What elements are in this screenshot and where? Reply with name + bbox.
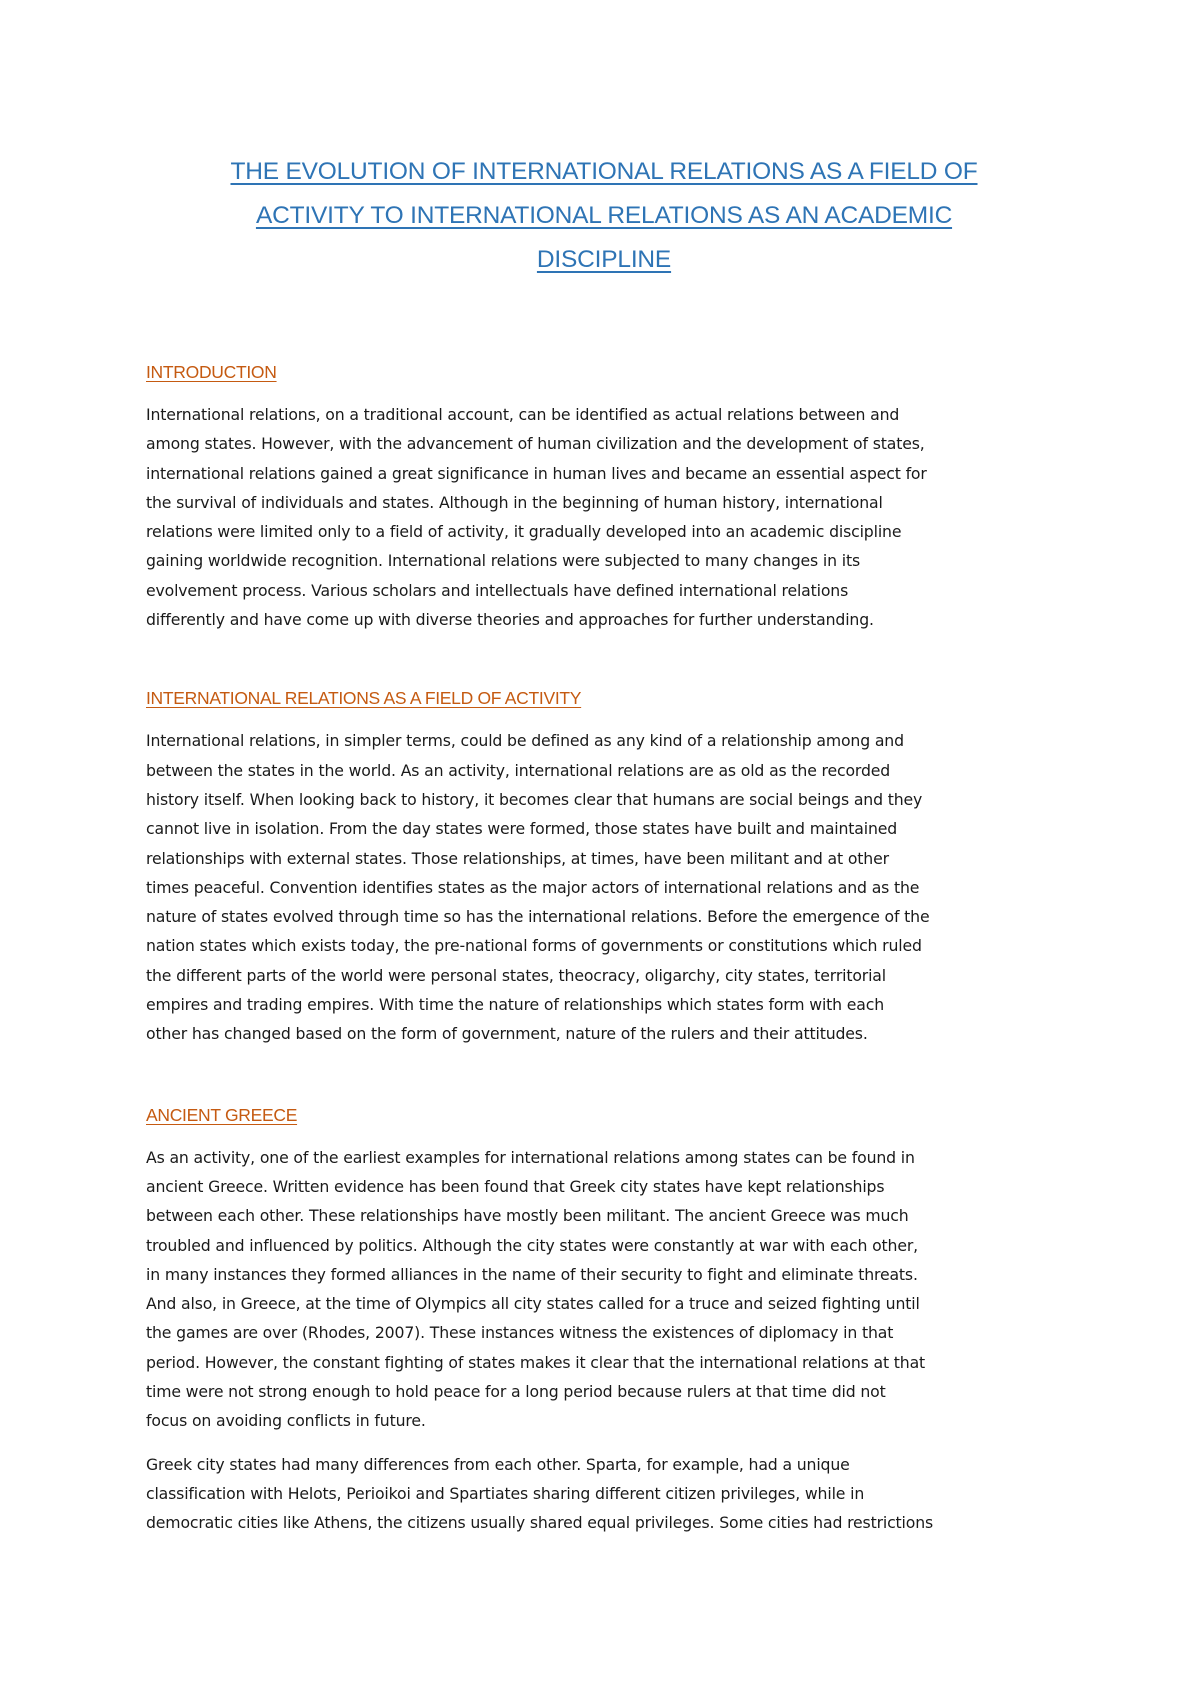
section-ancient-greece [146, 1103, 1062, 1538]
document-title: THE EVOLUTION OF INTERNATIONAL RELATIONS AS A FIELD OF ACTIVITY TO INTERNATIONAL RELATIONS AS AN ACADEMIC DISCIPLINE [230, 158, 978, 273]
paragraph: As an activity, one of the earliest examples for international relations among states can be found in ancient Greece. Written evidence has been found that Greek city states have kept relationships between each other. These relationships have mostly been militant. The ancient Greece was much troubled and influenced by politics. Although the city states were constantly at war with each other, in many instances they formed alliances in the name of their security to fight and eliminate threats. And also, in Greece, at the time of Olympics all city states called for a truce and seized fighting until the games are over (Rhodes, 2007). These instances witness the existences of diplomacy in that period. However, the constant fighting of states makes it clear that the international relations at that time were not strong enough to hold peace for a long period because rulers at that time did not focus on avoiding conflicts in future. [146, 1147, 926, 1431]
paragraph: International relations, in simpler terms, could be defined as any kind of a relationship among and between the states in the world. As an activity, international relations are as old as the recorded history itself. When looking back to history, it becomes clear that humans are social beings and they cannot live in isolation. From the day states were formed, those states have built and maintained relationships with external states. Those relationships, at times, have been militant and at other times peaceful. Convention identifies states as the major actors of international relations and as the nature of states evolved through time so has the international relations. Before the emergence of the nation states which exists today, the pre-national forms of governments or constitutions which ruled the different parts of the world were personal states, theocracy, oligarchy, city states, territorial empires and trading empires. With time the nature of relationships which states form with each other has changed based on the form of government, nature of the rulers and their attitudes. [146, 731, 930, 1044]
section-heading: ANCIENT GREECE [146, 1104, 298, 1125]
section-heading: INTERNATIONAL RELATIONS AS A FIELD OF ACTIVITY [146, 688, 582, 709]
section-heading: INTRODUCTION [146, 362, 277, 382]
paragraph: Greek city states had many differences from each other. Sparta, for example, had a unique classification with Helots, Perioikoi and Spartiates sharing different citizen privileges, while in democratic cities like Athens, the citizens usually shared equal privileges. Some cities had restrictions [146, 1454, 934, 1533]
section-introduction [146, 360, 1062, 634]
paragraph: International relations, on a traditional account, can be identified as actual relations between and among states. However, with the advancement of human civilization and the development of states, international relations gained a great significance in human lives and became an essential aspect for the survival of individuals and states. Although in the beginning of human history, international relations were limited only to a field of activity, it gradually developed into an academic discipline gaining worldwide recognition. International relations were subjected to many changes in its evolvement process. Various scholars and intellectuals have defined international relations differently and have come up with diverse theories and approaches for further understanding. [146, 405, 927, 630]
section-field-of-activity [146, 686, 1062, 1048]
